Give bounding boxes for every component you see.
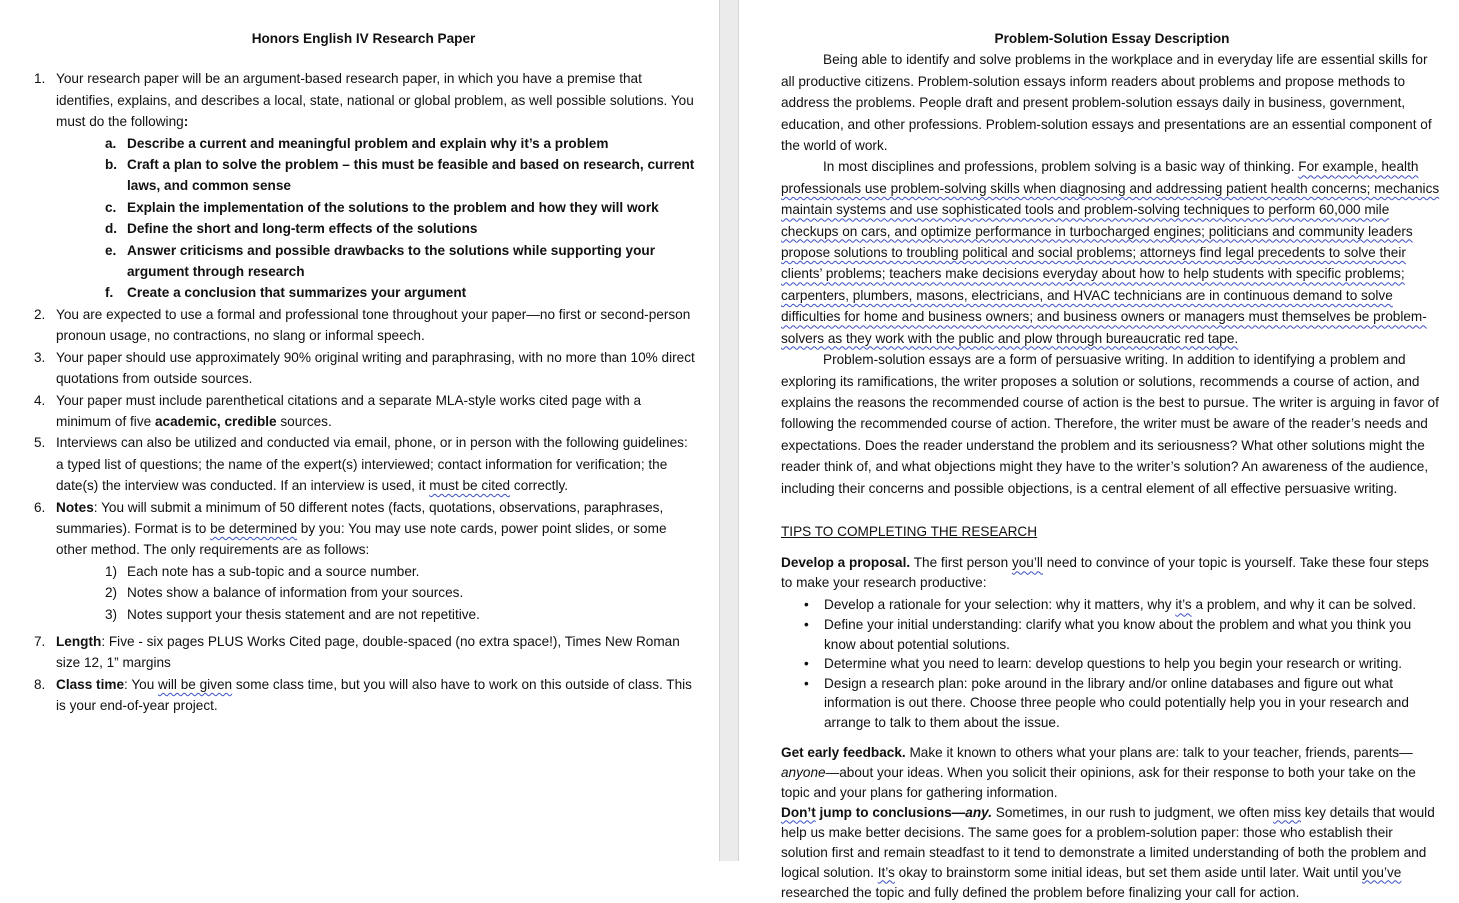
- sub-list-text: Answer criticisms and possible drawbacks to the solutions while supporting your argument through research: [127, 242, 655, 280]
- paragraph: Problem-solution essays are a form of persuasive writing. In addition to identifying a problem and exploring its ramifications, the writer proposes a solution or solutions, recommends a course of action, and explains the reasons the recommended course of action is the best to pursue. The writer is arguing in favor of following the recommended course of action. Therefore, the writer must be aware of the reader’s needs and expectations. Does the reader understand the problem and its seriousness? What other solutions might the reader think of, and what objections might they have to the writer’s solution? An awareness of the audience, including their concerns and possible objections, is a central element of all effective persuasive writing.: [781, 352, 1439, 496]
- sub-list-item: [99, 240, 699, 283]
- list-number: 5.: [34, 435, 46, 451]
- sub-list: [56, 133, 699, 304]
- sub-list-item: [99, 133, 699, 154]
- tip-text: okay to brainstorm some initial ideas, but set them aside until later. Wait until: [894, 864, 1363, 880]
- sub-list-text: Describe a current and meaningful problem and explain why it’s a problem: [127, 135, 609, 151]
- list-item: [28, 390, 699, 433]
- bullet-icon: •: [804, 656, 809, 672]
- list-number: 4.: [34, 392, 46, 408]
- sub-list-item: [99, 561, 699, 582]
- list-item: [28, 674, 699, 717]
- sub-list-label: d.: [105, 221, 118, 237]
- sub-list-item: [99, 582, 699, 603]
- grammar-flag[interactable]: must be cited: [429, 478, 511, 494]
- bullet-item: [804, 595, 1443, 615]
- italic-word: any.: [965, 804, 992, 820]
- sub-list-text: Create a conclusion that summarizes your argument: [127, 285, 467, 301]
- requirements-list: [28, 68, 699, 716]
- bullet-text: Develop a rationale for your selection: why it matters, why: [824, 597, 1176, 613]
- bullet-text: Define your initial understanding: clarify what you know about the problem and what you think you know about potential solutions.: [824, 616, 1412, 652]
- list-item: [28, 347, 699, 390]
- tip-text: Make it known to others what your plans are: talk to your teacher, friends, parents—: [905, 744, 1413, 760]
- sub-list-label: 2): [105, 585, 118, 601]
- sub-list-text: Define the short and long-term effects of the solutions: [127, 221, 478, 237]
- bullet-text: Design a research plan: poke around in the library and/or online databases and figure out what information is out there. Choose three people who could potentially help you in your research and arrange to talk to them about the issue.: [824, 675, 1409, 730]
- list-item-text: : Five - six pages PLUS Works Cited page, double-spaced (no extra space!), Times New Roman size 12, 1” margins: [56, 633, 680, 671]
- sub-list-label: f.: [105, 285, 114, 301]
- sub-list-label: 1): [105, 563, 118, 579]
- sub-list-text: Each note has a sub-topic and a source number.: [127, 563, 420, 579]
- list-item-text: Interviews can also be utilized and conducted via email, phone, or in person with the following guidelines: a typed list of questions; the name of the expert(s) interviewed; contact information for verification; the date(s) the interview was conducted. If an interview is used, it: [56, 435, 688, 494]
- list-item-text: by you: You may use note cards, power point slides, or some other method. The only requirements are as follows:: [56, 520, 667, 558]
- list-item-text: : You: [124, 676, 159, 692]
- tip-text: The first person: [910, 555, 1012, 571]
- tip-lead: jump to conclusions—: [815, 804, 966, 820]
- tip-paragraph: [781, 553, 1443, 593]
- bullet-icon: •: [804, 675, 809, 691]
- sub-list-item: [99, 154, 699, 197]
- list-item-text: : You will submit a minimum of 50 different notes (facts, quotations, observations, paraphrases, summaries). Format is to: [56, 499, 664, 536]
- bullet-icon: •: [804, 616, 809, 632]
- sub-list-item: [99, 604, 699, 625]
- bold-phrase: Notes: [56, 499, 94, 515]
- tip-lead: Develop a proposal.: [781, 555, 911, 571]
- list-item-text: You are expected to use a formal and professional tone throughout your paper—no first or second-person pronoun usage, no contractions, no slang or informal speech.: [56, 306, 691, 344]
- list-item-text: Your paper should use approximately 90% original writing and paraphrasing, with no more than 10% direct quotations from outside sources.: [56, 349, 695, 387]
- list-item-text: correctly.: [510, 478, 569, 494]
- bullet-text: a problem, and why it can be solved.: [1191, 597, 1417, 613]
- grammar-flag[interactable]: it’s: [1175, 597, 1192, 613]
- bold-phrase: academic, credible: [154, 413, 277, 429]
- bold-phrase: Length: [56, 633, 102, 649]
- list-item-text: Your paper must include parenthetical citations and a separate MLA-style works cited page with a minimum of five: [56, 392, 642, 429]
- left-document-page: [0, 0, 719, 861]
- grammar-flag[interactable]: miss: [1273, 804, 1302, 820]
- sub-list-label: c.: [105, 199, 117, 215]
- list-number: 1.: [34, 71, 46, 87]
- sub-list: [56, 561, 699, 625]
- sub-list-text: Craft a plan to solve the problem – this must be feasible and based on research, current laws, and common sense: [127, 157, 695, 194]
- list-item-text: :: [183, 114, 189, 130]
- sub-list-item: [99, 197, 699, 218]
- list-number: 3.: [34, 349, 46, 365]
- sub-list-label: 3): [105, 606, 118, 622]
- paragraph-text: In most disciplines and professions, problem solving is a basic way of thinking.: [823, 159, 1299, 175]
- sub-list-label: b.: [105, 157, 118, 173]
- bullet-item: [804, 615, 1443, 654]
- grammar-flag[interactable]: It’s: [877, 864, 895, 880]
- list-item: [28, 68, 699, 303]
- tip-lead: Get early feedback.: [781, 744, 906, 760]
- tip-text: researched the topic and fully defined the problem before finalizing your call for action.: [781, 884, 1300, 900]
- tip-text: key details that would help us make better decisions. The same goes for a problem-solution paper: those who establish their solution first and remain steadfast to it tend to demonstrate a limited understanding of both the problem and logical solution.: [781, 804, 1435, 880]
- page-title: Honors English IV Research Paper: [251, 31, 476, 46]
- list-number: 2.: [34, 306, 46, 322]
- sub-list-label: a.: [105, 135, 117, 151]
- bullet-item: [804, 674, 1443, 733]
- tip-text: need to convince of your topic is yourself. Take these four steps to make your research productive:: [781, 555, 1429, 591]
- grammar-flag[interactable]: be determined: [210, 520, 297, 536]
- page-title: Problem-Solution Essay Description: [994, 31, 1230, 46]
- sub-list-text: Explain the implementation of the solutions to the problem and how they will work: [127, 199, 659, 215]
- sub-list-text: Notes support your thesis statement and are not repetitive.: [127, 606, 480, 622]
- grammar-flag[interactable]: you’ll: [1011, 555, 1043, 571]
- sub-list-label: e.: [105, 242, 117, 258]
- section-heading: TIPS TO COMPLETING THE RESEARCH: [781, 523, 1038, 539]
- list-item-text: some class time, but you will also have to work on this outside of class. This is your end-of-year project.: [56, 676, 692, 714]
- list-number: 7.: [34, 633, 46, 649]
- sub-list-item: [99, 282, 699, 303]
- right-document-page: [739, 0, 1459, 900]
- list-item: [28, 497, 699, 625]
- bullet-text: Determine what you need to learn: develop questions to help you begin your research or writing.: [824, 656, 1403, 672]
- bullet-icon: •: [804, 597, 809, 613]
- bullet-list: [781, 595, 1443, 732]
- list-item: [28, 432, 699, 496]
- grammar-flag[interactable]: you’ve: [1362, 864, 1402, 880]
- list-item-text: sources.: [276, 413, 332, 429]
- page-gutter: [719, 0, 739, 861]
- list-item-text: Your research paper will be an argument-based research paper, in which you have a premise that identifies, explains, and describes a local, state, national or global problem, as well possible solutions. You must do the following: [56, 71, 694, 130]
- tip-paragraph: [781, 743, 1443, 803]
- tip-text: —about your ideas. When you solicit their opinions, ask for their response to both your take on the topic and your plans for gathering information.: [781, 764, 1416, 800]
- sub-list-item: [99, 218, 699, 239]
- list-item: [28, 304, 699, 347]
- sub-list-text: Notes show a balance of information from your sources.: [127, 585, 464, 601]
- bold-phrase: Class time: [56, 676, 125, 692]
- list-number: 8.: [34, 676, 46, 692]
- paragraph: [781, 156, 1443, 349]
- list-number: 6.: [34, 499, 46, 515]
- tip-text: Sometimes, in our rush to judgment, we often: [991, 804, 1274, 820]
- bullet-item: [804, 654, 1443, 674]
- grammar-flag[interactable]: For example, health professionals use problem-solving skills when diagnosing and addressing patient health concerns; mechanics maintain systems and use sophisticated tools and problem-solving techniques to perform 60,000 mile checkups on cars, and optimize performance in turbocharged engines; politicians and community leaders propose solutions to troubling political and social problems; attorneys find legal precedents to solve their clients’ problems; teachers make decisions everyday about how to help students with specific problems; carpenters, plumbers, masons, electricians, and HVAC technicians are in continuous demand to solve difficulties for home and business owners; and business owners or managers must themselves be problem-solvers as they work with the public and plow through bureaucratic red tape.: [781, 159, 1440, 346]
- list-item: [28, 631, 699, 674]
- grammar-flag[interactable]: Don’t: [781, 804, 816, 820]
- grammar-flag[interactable]: will be given: [158, 676, 233, 692]
- paragraph: Being able to identify and solve problems in the workplace and in everyday life are essential skills for all productive citizens. Problem-solution essays inform readers about problems and propose methods to address the problems. People draft and present problem-solution essays daily in business, government, education, and other professions. Problem-solution essays and presentations are an essential component of the world of work.: [781, 52, 1432, 154]
- italic-word: anyone: [781, 764, 826, 780]
- tip-paragraph: [781, 803, 1443, 903]
